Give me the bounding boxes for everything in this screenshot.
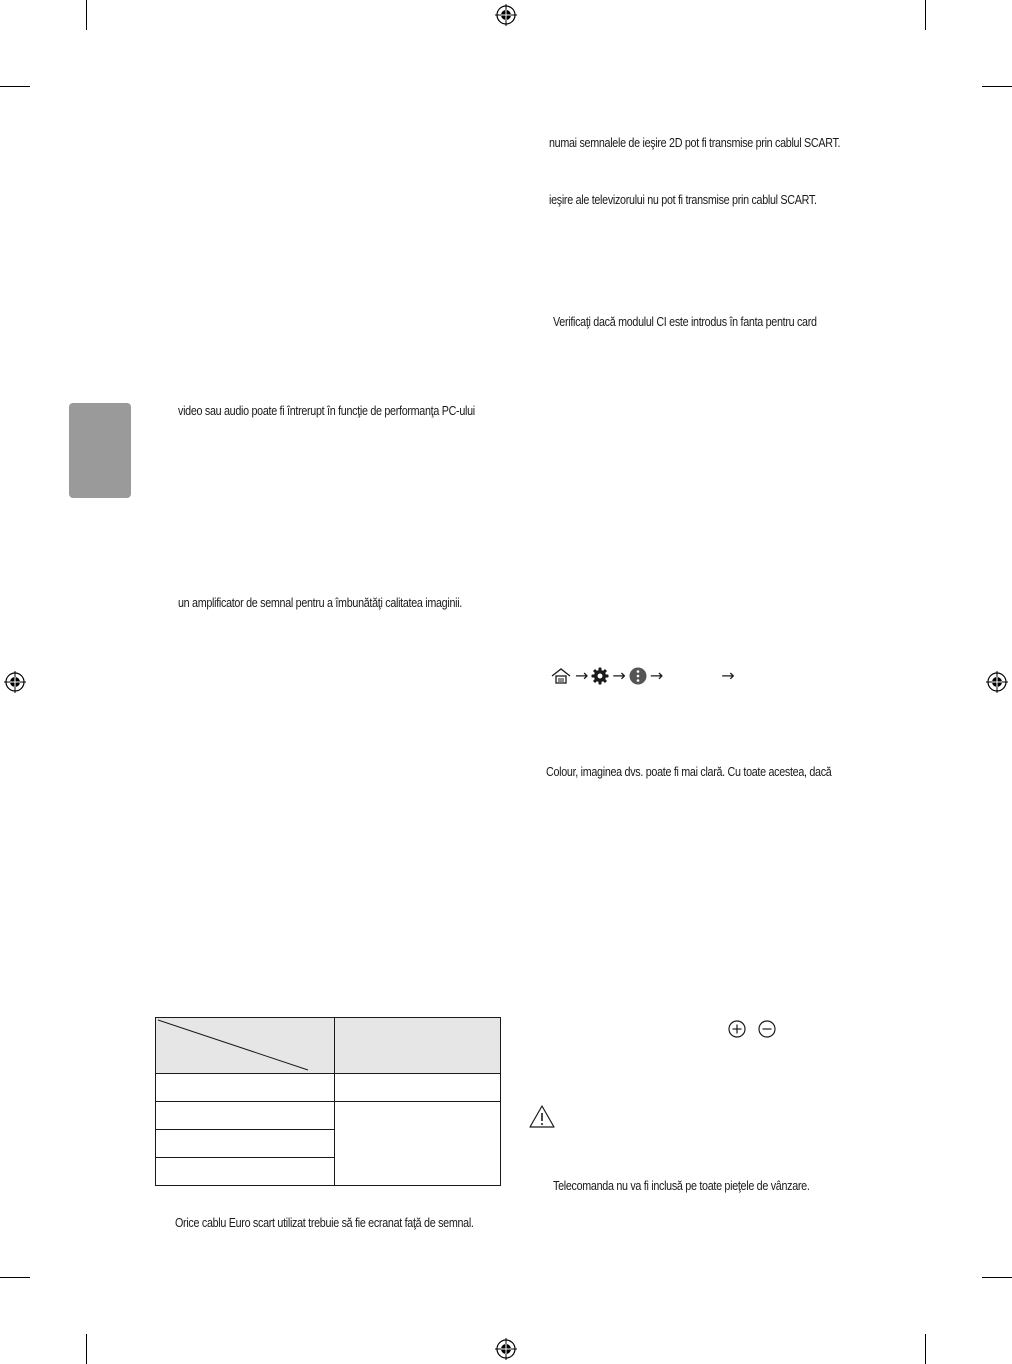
gear-icon (591, 667, 609, 685)
crop-mark (925, 1334, 926, 1364)
crop-mark (925, 0, 926, 30)
table-merged-cell (335, 1102, 501, 1186)
table-cell (156, 1130, 335, 1158)
crop-mark (0, 1277, 30, 1278)
table-cell (335, 1074, 501, 1102)
registration-mark-icon (4, 671, 26, 693)
table-header-diagonal-cell (156, 1018, 335, 1074)
language-side-tab (69, 403, 131, 498)
crop-mark (982, 86, 1012, 87)
euro-scart-cable-note: Orice cablu Euro scart utilizat trebuie să fie ecranat faţă de semnal. (175, 1216, 474, 1230)
nav-arrow: → (649, 666, 664, 685)
warning-icon (528, 1104, 556, 1129)
colour-setting-note: Colour, imaginea dvs. poate fi mai clară. Cu toate acestea, dacă (546, 765, 832, 779)
crop-mark (0, 86, 30, 87)
crop-mark (982, 1277, 1012, 1278)
registration-mark-icon (495, 1338, 517, 1360)
nav-arrow: → (575, 666, 589, 685)
scart-signal-table (155, 1017, 501, 1186)
scart-tv-output-note: ieşire ale televizorului nu pot fi transmise prin cablul SCART. (549, 193, 817, 207)
scart-2d-output-note: numai semnalele de ieşire 2D pot fi transmise prin cablul SCART. (549, 136, 841, 150)
signal-amplifier-note: un amplificator de semnal pentru a îmbunătăţi calitatea imaginii. (178, 596, 462, 610)
crop-mark (86, 1334, 87, 1364)
pc-performance-note: video sau audio poate fi întrerupt în funcţie de performanţa PC-ului (178, 404, 475, 418)
table-cell (156, 1074, 335, 1102)
registration-mark-icon (986, 671, 1008, 693)
nav-arrow: → (721, 666, 735, 685)
ci-module-check-note: Verificaţi dacă modulul CI este introdus în fanta pentru card (553, 315, 817, 329)
home-icon (550, 666, 572, 686)
minus-circle-icon (758, 1020, 776, 1038)
diagonal-divider (156, 1018, 335, 1073)
settings-navigation-path (550, 665, 735, 687)
nav-arrow: → (612, 666, 626, 685)
plus-circle-icon (728, 1020, 746, 1038)
registration-mark-icon (495, 4, 517, 26)
table-cell (156, 1102, 335, 1130)
table-cell (156, 1158, 335, 1186)
more-options-icon (629, 667, 647, 685)
crop-mark (86, 0, 87, 30)
table-header-cell (335, 1018, 501, 1074)
remote-availability-note: Telecomanda nu va fi inclusă pe toate pieţele de vânzare. (553, 1179, 810, 1193)
